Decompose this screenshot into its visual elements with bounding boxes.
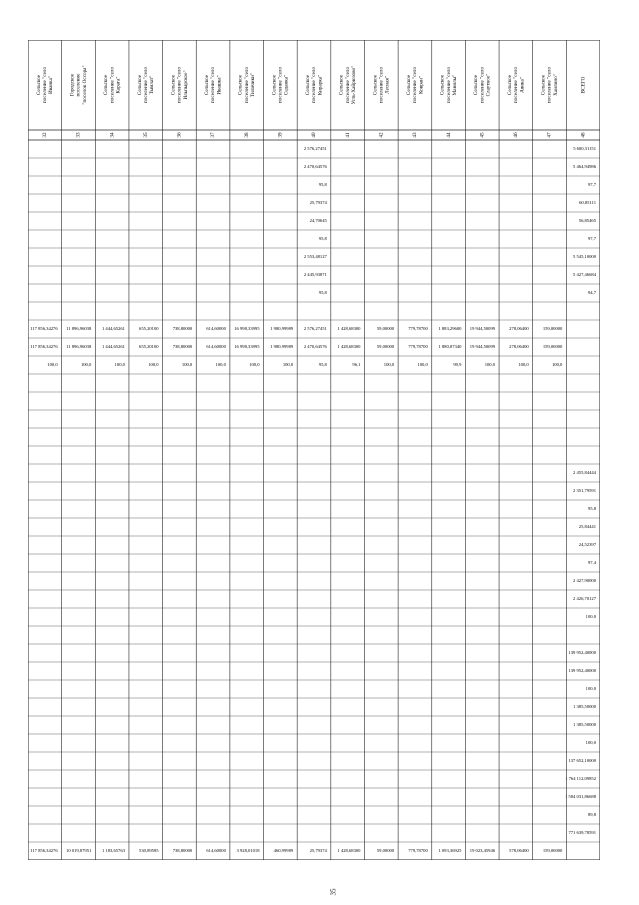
column-total: 530,89585 [139,848,159,854]
header-title-39: поселение "село [277,66,284,104]
header-title-36: поселение "село [176,66,183,104]
header-title-37: Сельское [204,74,211,96]
header-title-32: Сельское [35,74,42,96]
header-title-46: поселение "село [513,66,520,104]
header-title-47: Хаилино" [552,74,559,96]
column-total: 1 093,36925 [438,848,462,854]
page-number: 35 [329,888,338,896]
header-title-45: Сельское [473,74,480,96]
header-title-41: поселение "село [344,66,351,104]
cell-value: 2 576,27451 [303,326,327,332]
cell-value: 5 600,31151 [573,146,596,152]
column-total: 3 928,01018 [236,848,260,854]
cell-value: 1 444,65261 [101,344,125,350]
cell-value: 99,9 [453,362,462,368]
header-title-40: поселение "село [311,66,318,104]
cell-value: 97,4 [587,560,596,566]
header-title-44: поселение "село [445,66,452,104]
header-title-46: Аянка" [519,77,526,93]
column-number-32: 32 [42,132,49,138]
header-title-35: Сельское [136,74,143,96]
cell-value: 614,60000 [206,344,226,350]
cell-value: 97,7 [587,182,596,188]
cell-value: 100,0 [181,362,193,368]
cell-value: 100,0 [585,740,596,746]
column-total: 10 019,87951 [66,848,92,854]
cell-value: 1 880,87340 [438,344,462,350]
cell-value: 100,0 [215,362,226,368]
cell-value: 100,0 [585,614,596,620]
cell-value: 100,0 [585,686,596,692]
header-title-38: Сельское [237,74,244,96]
cell-value: 16 998,33995 [234,326,260,332]
cell-value: 60,85111 [579,200,596,206]
column-number-46: 46 [513,132,520,138]
cell-value: 25,84441 [578,524,596,530]
cell-value: 95,8 [318,236,327,242]
column-number-40: 40 [311,132,318,138]
header-title-45: Слаутное" [485,73,492,97]
cell-value: 117 856,34276 [30,326,58,332]
header-title-40: Кирарка" [317,74,324,96]
column-number-44: 44 [445,132,452,138]
cell-value: 100,0 [484,362,496,368]
cell-value: 139 952,40000 [568,668,596,674]
header-title-42: поселение "село [378,66,385,104]
cell-value: 779,78700 [408,326,428,332]
cell-value: 95,8 [318,290,327,296]
cell-value: 19 944,50099 [469,326,496,332]
cell-value: 24,70645 [309,218,327,224]
cell-value: 2 445,93871 [303,272,327,278]
cell-value: 24,52397 [578,542,596,548]
header-title-41: Усть-Хайрюзово" [351,65,358,105]
cell-value: 11 896,96038 [66,326,92,332]
cell-value: 278,06400 [509,344,529,350]
header-title-44: Сельское [439,74,446,96]
cell-value: 94,7 [587,290,596,296]
cell-value: 738,80000 [172,326,193,332]
cell-value: 2 427,90000 [573,578,596,584]
cell-value: 100,0 [552,362,563,368]
header-title-35: Тымлат" [149,75,156,95]
column-total: 779,78700 [408,848,428,854]
cell-value: 738,80000 [172,344,193,350]
cell-value: 278,06400 [509,326,529,332]
cell-value: 614,60000 [206,326,226,332]
cell-value: 59,00000 [376,344,395,350]
column-total: 738,80000 [172,848,193,854]
cell-value: 95,8 [318,182,327,188]
column-total: 19 023,45946 [469,848,496,854]
column-total: 614,60000 [206,848,226,854]
column-total: 117 856,34276 [30,848,58,854]
column-total: 25,79374 [309,848,327,854]
column-number-33: 33 [75,132,82,138]
header-title-39: Седанка" [283,74,290,96]
cell-value: 2 470,64576 [303,164,327,170]
header-title-44: Манилы" [451,74,458,96]
rotated-table-sheet [28,40,600,860]
cell-value: 19 944,50099 [469,344,496,350]
header-title-43: Ковран" [418,75,425,95]
cell-value: 100,0 [148,362,159,368]
column-number-43: 43 [412,132,419,138]
column-number-38: 38 [243,132,250,138]
cell-value: 655,20100 [139,326,159,332]
column-total: 578,06400 [509,848,529,854]
cell-value: 97,7 [587,236,596,242]
column-total: 159,00000 [542,848,563,854]
header-title-42: Лесная" [384,76,391,94]
cell-value: 1 428,68300 [337,344,361,350]
cell-value: 95,8 [318,362,327,368]
header-title-45: поселение "село [479,66,486,104]
cell-value: 2 455,84444 [573,470,596,476]
column-number-37: 37 [210,132,217,138]
budget-table [28,40,600,860]
header-title-42: Сельское [372,74,379,96]
cell-value: 5 464,94986 [573,164,596,170]
header-title-33: "поселок Оссора" [81,65,88,105]
cell-value: 5 545,10000 [573,254,596,260]
column-number-47: 47 [546,132,553,138]
cell-value: 100,0 [249,362,260,368]
column-number-35: 35 [142,132,149,138]
cell-value: 1 584 031,86688 [564,794,596,800]
cell-value: 1 385,50000 [573,722,596,728]
cell-value: 2 426,70127 [573,596,596,602]
cell-value: 1 883,29600 [438,326,462,332]
cell-value: 56,85465 [578,218,596,224]
header-title-47: поселение "село [546,66,553,104]
header-title-33: Городское [69,73,76,97]
column-number-42: 42 [378,132,385,138]
cell-value: 96,1 [352,362,361,368]
cell-value: 159,00000 [542,344,563,350]
cell-value: 139 952,40000 [568,650,596,656]
cell-value: 117 856,34276 [30,344,58,350]
cell-value: 2 470,64576 [303,344,327,350]
header-title-47: Сельское [540,74,547,96]
cell-value: 1 764 112,09852 [565,776,596,782]
column-number-45: 45 [479,132,486,138]
column-total: 59,00000 [376,848,395,854]
column-total: 1 183,65763 [101,848,125,854]
cell-value: 16 998,33995 [234,344,260,350]
column-total: 1 428,68300 [337,848,361,854]
column-number-41: 41 [344,132,351,138]
cell-value: 100,0 [282,362,294,368]
header-title-35: поселение "село [142,66,149,104]
column-number-34: 34 [109,132,116,138]
cell-value: 1 444,65261 [101,326,125,332]
cell-value: 100,0 [80,362,92,368]
cell-value: 5 427,46684 [573,272,596,278]
cell-value: 11 896,96038 [66,344,92,350]
cell-value: 137 652,10000 [568,758,596,764]
header-title-38: Тиличики" [250,73,257,97]
cell-value: 89,8 [587,812,596,818]
cell-value: 100,0 [47,362,58,368]
column-total: 460,99989 [273,848,294,854]
column-number-39: 39 [277,132,284,138]
cell-value: 1 428,68300 [337,326,361,332]
header-title-34: Карага" [115,76,122,94]
header-title-40: Сельское [304,74,311,96]
header-title-39: Сельское [271,74,278,96]
cell-value: 100,0 [383,362,395,368]
column-number-48: 48 [580,132,587,138]
cell-value: 1 980,99989 [270,326,294,332]
header-title-46: Сельское [506,74,513,96]
column-number-36: 36 [176,132,183,138]
cell-value: 2 351,79591 [573,488,596,494]
cell-value: 100,0 [417,362,428,368]
cell-value: 25,79374 [309,200,327,206]
header-title-43: Сельское [405,74,412,96]
cell-value: 159,00000 [542,326,563,332]
header-title-32: Иванка" [48,75,55,95]
cell-value: 1 980,99989 [270,344,294,350]
header-title-32: поселение "село [42,66,49,104]
header-title-38: поселение "село [243,66,250,104]
cell-value: 1 385,50000 [573,704,596,710]
cell-value: 2 553,48127 [303,254,327,260]
header-title-41: Сельское [338,74,345,96]
header-title-43: поселение "село [412,66,419,104]
cell-value: 779,78700 [408,344,428,350]
cell-value: 100,0 [114,362,125,368]
cell-value: 100,0 [518,362,529,368]
header-title-34: Сельское [103,74,110,96]
header-title-36: Ильпырское" [182,70,189,100]
cell-value: 95,8 [587,506,596,512]
cell-value: 771 639,78591 [568,830,596,836]
cell-value: 655,20100 [139,344,159,350]
header-title-48: ВСЕГО [580,76,587,94]
header-title-33: поселение [75,73,82,97]
header-title-37: Ивашка" [216,75,223,95]
cell-value: 2 576,27451 [303,146,327,152]
header-title-36: Сельское [170,74,177,96]
header-title-37: поселение "село [210,66,217,104]
cell-value: 59,00000 [376,326,395,332]
header-title-34: поселение "село [109,66,116,104]
